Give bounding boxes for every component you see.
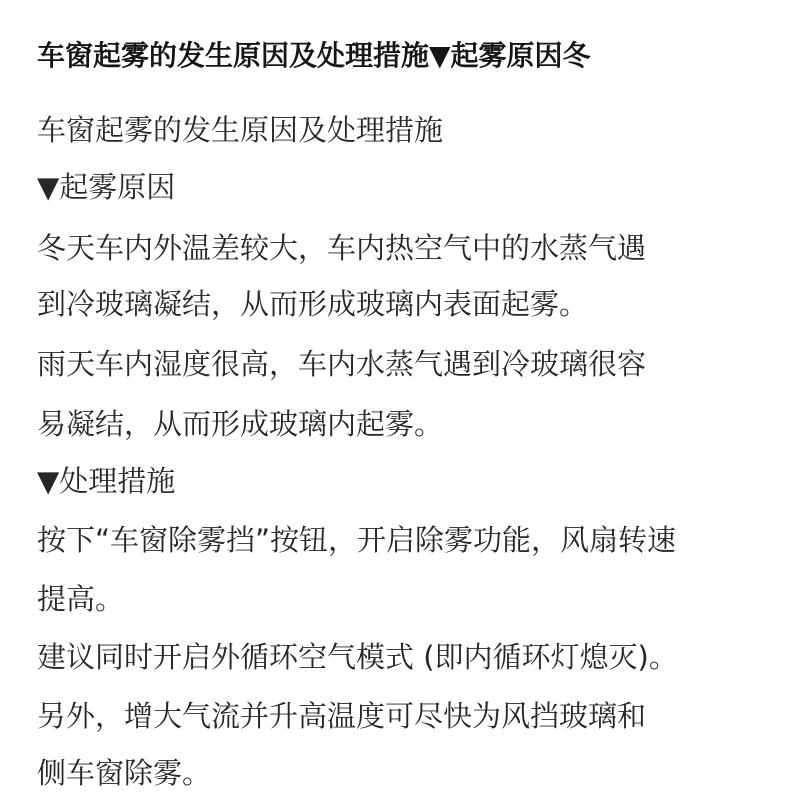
section-heading-cause: ▼起雾原因: [37, 170, 176, 204]
section-heading-solution: ▼处理措施: [37, 464, 176, 498]
body-line: 冬天车内外温差较大，车内热空气中的水蒸气遇: [37, 231, 647, 265]
body-line-subtitle: 车窗起雾的发生原因及处理措施: [37, 113, 444, 147]
post-title: 车窗起雾的发生原因及处理措施▼起雾原因冬: [37, 39, 591, 72]
body-line: 建议同时开启外循环空气模式 (即内循环灯熄灭)。: [37, 640, 678, 674]
body-line: 另外，增大气流并升高温度可尽快为风挡玻璃和: [37, 699, 647, 733]
body-line: 到冷玻璃凝结，从而形成玻璃内表面起雾。: [37, 287, 589, 321]
body-line: 易凝结，从而形成玻璃内起雾。: [37, 407, 444, 441]
body-line: 按下“车窗除雾挡”按钮，开启除雾功能，风扇转速: [37, 523, 677, 557]
body-line: 侧车窗除雾。: [37, 756, 212, 790]
body-line: 提高。: [37, 582, 125, 616]
body-line: 雨天车内湿度很高，车内水蒸气遇到冷玻璃很容: [37, 347, 647, 381]
